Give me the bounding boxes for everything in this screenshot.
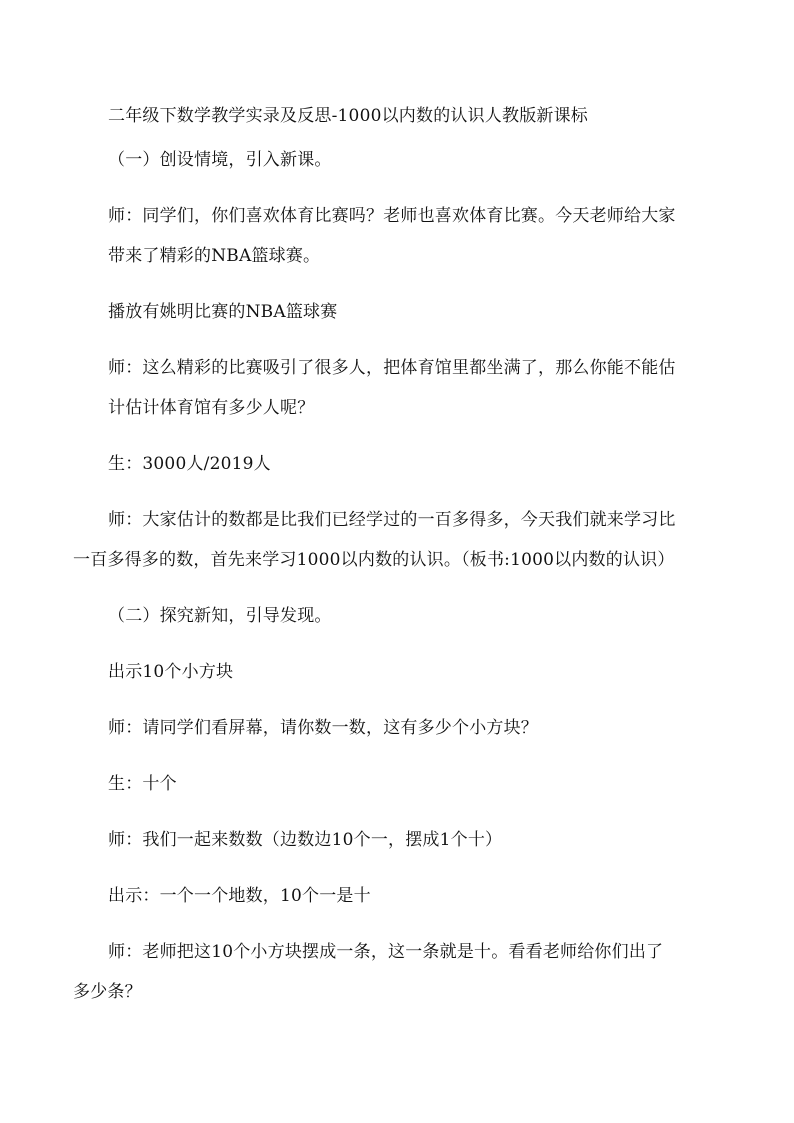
paragraph-line: 师：我们一起来数数（边数边10个一，摆成1个十） (108, 830, 503, 850)
paragraph-line: 播放有姚明比赛的NBA篮球赛 (108, 302, 338, 322)
paragraph-line: 师：老师把这10个小方块摆成一条，这一条就是十。看看老师给你们出了 (108, 942, 664, 962)
paragraph-line: （一）创设情境，引入新课。 (108, 150, 332, 170)
paragraph-line: 生：3000人/2019人 (108, 454, 271, 474)
paragraph-line: 出示：一个一个地数，10个一是十 (108, 886, 371, 906)
paragraph-line: 师：大家估计的数都是比我们已经学过的一百多得多，今天我们就来学习比 (108, 510, 676, 530)
paragraph-line: 生：十个 (108, 774, 177, 794)
paragraph-line: 师：这么精彩的比赛吸引了很多人，把体育馆里都坐满了，那么你能不能估 (108, 358, 676, 378)
paragraph-line: （二）探究新知，引导发现。 (108, 606, 332, 626)
paragraph-line: 计估计体育馆有多少人呢？ (108, 398, 315, 418)
paragraph-line: 出示10个小方块 (108, 662, 234, 682)
paragraph-line: 师：请同学们看屏幕，请你数一数，这有多少个小方块？ (108, 718, 538, 738)
paragraph-line: 师：同学们，你们喜欢体育比赛吗？老师也喜欢体育比赛。今天老师给大家 (108, 206, 676, 226)
paragraph-line: 多少条？ (73, 982, 142, 1002)
paragraph-line: 一百多得多的数，首先来学习1000以内数的认识。（板书:1000以内数的认识） (73, 550, 675, 570)
document-title: 二年级下数学教学实录及反思-1000以内数的认识人教版新课标 (108, 106, 589, 126)
paragraph-line: 带来了精彩的NBA篮球赛。 (108, 246, 321, 266)
